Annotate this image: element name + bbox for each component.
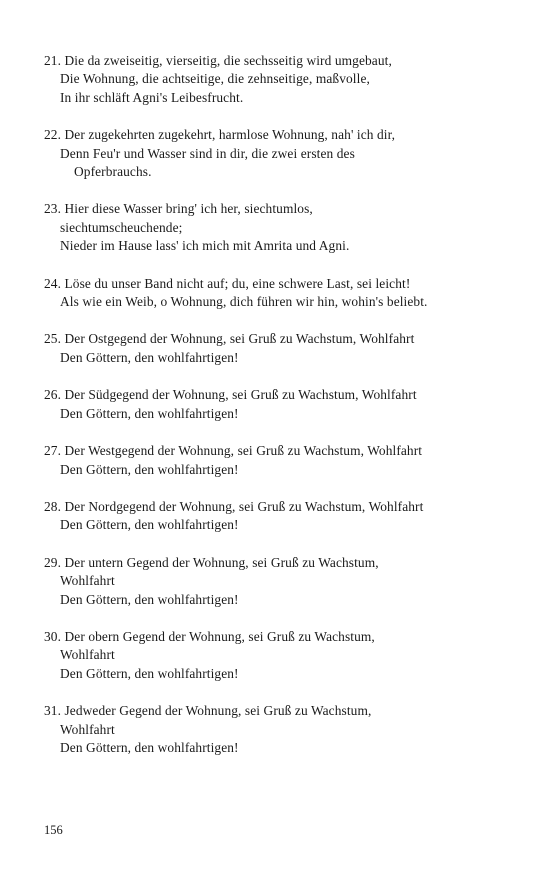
verse-number: 30.	[44, 628, 62, 644]
verse-line: Den Göttern, den wohlfahrtigen!	[60, 665, 239, 681]
verse-line: Wohlfahrt	[60, 573, 115, 589]
verse-number: 27.	[44, 443, 62, 459]
verse-line: siechtumscheuchende;	[60, 219, 183, 235]
verse-23	[44, 200, 514, 255]
verse-line: Den Göttern, den wohlfahrtigen!	[60, 405, 239, 421]
verse-line: Als wie ein Weib, o Wohnung, dich führen wir hin, wohin's beliebt.	[60, 294, 428, 310]
verse-number: 28.	[44, 498, 62, 514]
verse-line: Wohlfahrt	[60, 721, 115, 737]
page-number: 156	[44, 823, 63, 837]
verse-line: Denn Feu'r und Wasser sind in dir, die zwei ersten des	[60, 145, 355, 161]
verse-number: 21.	[44, 53, 62, 68]
verse-25	[44, 330, 514, 367]
verse-number: 24.	[44, 275, 62, 291]
verse-line: Den Göttern, den wohlfahrtigen!	[60, 517, 239, 533]
verse-line: In ihr schläft Agni's Leibesfrucht.	[60, 89, 244, 105]
verse-line: Wohlfahrt	[60, 647, 115, 663]
verse-line: Den Göttern, den wohlfahrtigen!	[60, 349, 239, 365]
verse-number: 31.	[44, 703, 62, 719]
verse-line: Hier diese Wasser bring' ich her, siechtumlos,	[64, 201, 313, 217]
verse-line: Nieder im Hause lass' ich mich mit Amrita und Agni.	[60, 238, 350, 254]
verse-line: Den Göttern, den wohlfahrtigen!	[60, 461, 239, 477]
verse-24	[44, 275, 514, 312]
verse-line: Die da zweiseitig, vierseitig, die sechsseitig wird umgebaut,	[64, 53, 392, 68]
verse-list	[44, 52, 514, 776]
verse-line: Der Westgegend der Wohnung, sei Gruß zu Wachstum, Wohlfahrt	[64, 443, 423, 459]
verse-27	[44, 442, 514, 479]
verse-29	[44, 554, 514, 609]
verse-line: Der Ostgegend der Wohnung, sei Gruß zu Wachstum, Wohlfahrt	[64, 331, 415, 347]
verse-line: Der Nordgegend der Wohnung, sei Gruß zu Wachstum, Wohlfahrt	[64, 498, 424, 514]
verse-line: Der zugekehrten zugekehrt, harmlose Wohnung, nah' ich dir,	[64, 127, 396, 143]
verse-line: Der obern Gegend der Wohnung, sei Gruß zu Wachstum,	[64, 628, 375, 644]
verse-number: 25.	[44, 331, 62, 347]
verse-26	[44, 386, 514, 423]
verse-line: Die Wohnung, die achtseitige, die zehnseitige, maßvolle,	[60, 71, 370, 87]
verse-number: 23.	[44, 201, 62, 217]
verse-30	[44, 628, 514, 683]
verse-number: 29.	[44, 554, 62, 570]
verse-line: Löse du unser Band nicht auf; du, eine schwere Last, sei leicht!	[64, 275, 411, 291]
verse-line: Den Göttern, den wohlfahrtigen!	[60, 739, 239, 755]
verse-31	[44, 702, 514, 757]
verse-line: Jedweder Gegend der Wohnung, sei Gruß zu Wachstum,	[64, 703, 372, 719]
verse-number: 26.	[44, 387, 62, 403]
verse-22	[44, 126, 514, 181]
verse-line: Der Südgegend der Wohnung, sei Gruß zu Wachstum, Wohlfahrt	[64, 387, 417, 403]
verse-line: Den Göttern, den wohlfahrtigen!	[60, 591, 239, 607]
verse-number: 22.	[44, 127, 62, 143]
verse-line: Der untern Gegend der Wohnung, sei Gruß zu Wachstum,	[64, 554, 379, 570]
verse-line: Opferbrauchs.	[74, 164, 152, 180]
verse-21	[44, 52, 514, 107]
verse-28	[44, 498, 514, 535]
